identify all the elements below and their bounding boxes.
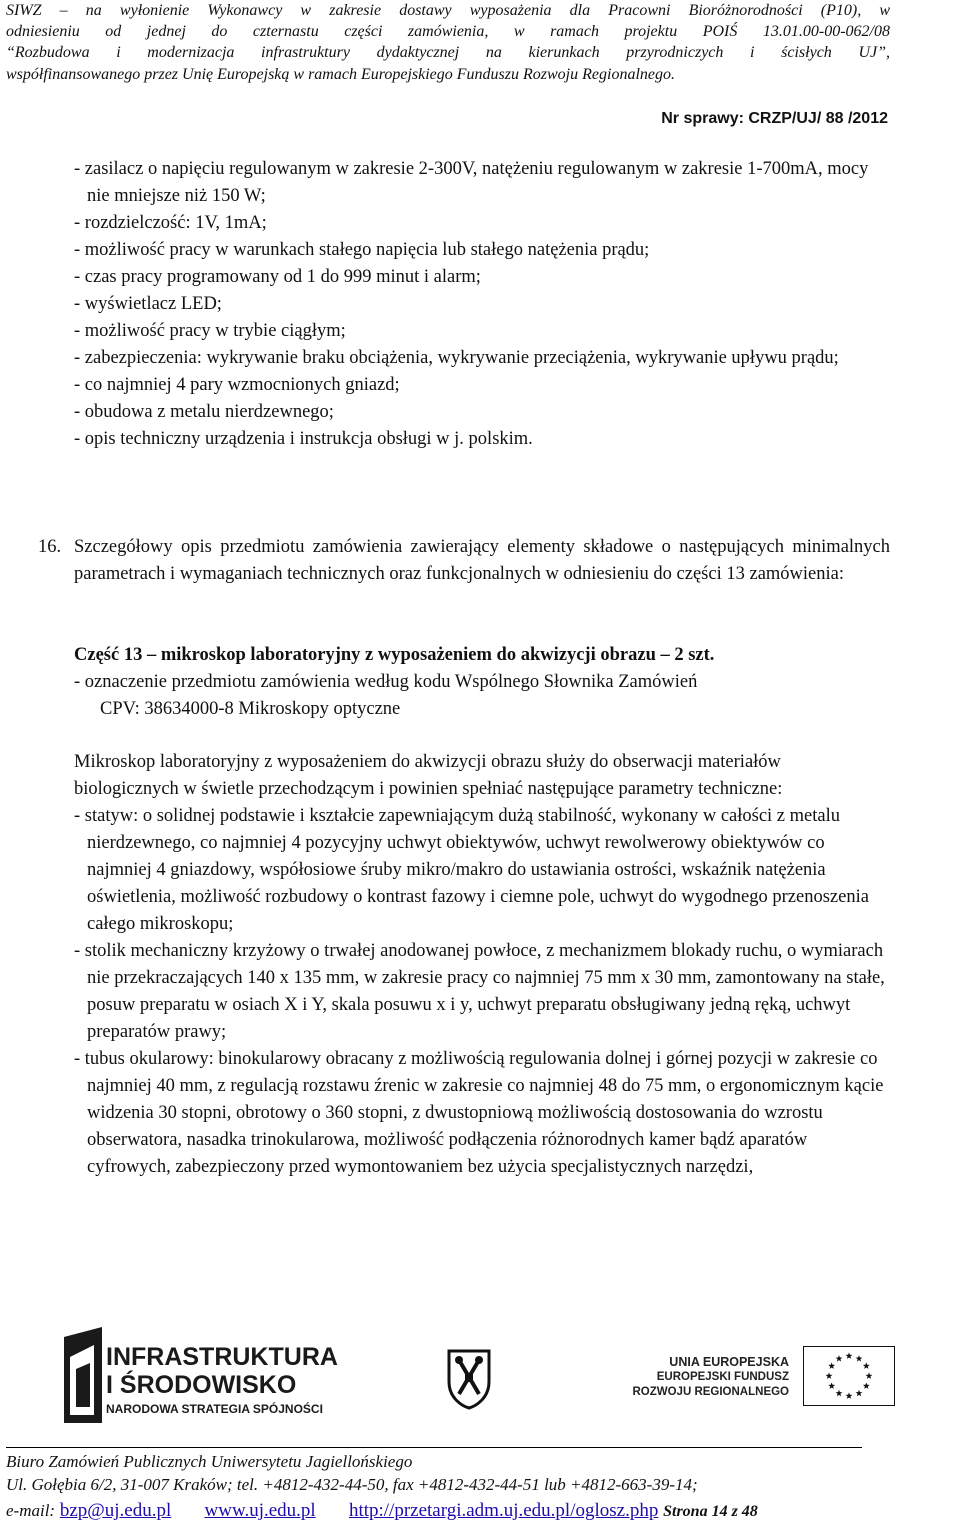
eu-logo-line-1: UNIA EUROPEJSKA: [669, 1355, 789, 1369]
case-number: Nr sprawy: CRZP/UJ/ 88 /2012: [661, 110, 888, 127]
email-label: e-mail:: [6, 1501, 56, 1520]
list-item: - co najmniej 4 pary wzmocnionych gniazd;: [74, 375, 400, 395]
header-line-3: “Rozbudowa i modernizacja infrastruktury dydaktycznej na kierunkach przyrodniczych i ścisłych UJ”,: [6, 44, 890, 61]
page-number: Strona 14 z 48: [663, 1503, 758, 1520]
cpv-line-1: - oznaczenie przedmiotu zamówienia według kodu Wspólnego Słownika Zamówień: [74, 672, 698, 692]
part-title: Część 13 – mikroskop laboratoryjny z wyposażeniem do akwizycji obrazu – 2 szt.: [74, 645, 715, 665]
eu-logo-text: [619, 1355, 789, 1400]
cpv-code: [74, 669, 890, 723]
list-item: - możliwość pracy w trybie ciągłym;: [74, 321, 346, 341]
list-item: - obudowa z metalu nierdzewnego;: [74, 402, 334, 422]
eu-logo-line-2: EUROPEJSKI FUNDUSZ: [656, 1371, 789, 1383]
list-item: - czas pracy programowany od 1 do 999 minut i alarm;: [74, 267, 481, 287]
list-item: - wyświetlacz LED;: [74, 294, 222, 314]
eu-flag-icon: [803, 1346, 895, 1406]
list-item: - tubus okularowy: binokularowy obracany z możliwością regulowania dolnej i górnej pozycji w zakresie co najmniej 40 mm, z regulacją rozstawu źrenic w zakresie co najmniej 48 do 75 mm, o ergonomicznym kącie widzenia 30 stopni, obrotowy o 360 stopni, z dwustopniową możliwością dostosowania do wzrostu obserwatora, nasadka trinokularowa, możliwość podłączenia różnorodnych kamer bądź aparatów cyfrowych, zabezpieczony przed wymontowaniem bez użycia specjalistycznych narzędzi,: [74, 1049, 884, 1177]
footer-office: Biuro Zamówień Publicznych Uniwersytetu Jagiellońskiego: [6, 1452, 413, 1471]
list-item: - stolik mechaniczny krzyżowy o trwałej anodowanej powłoce, z mechanizmem blokady ruchu, o wymiarach nie przekraczających 140 x 135 mm, w zakresie pracy co najmniej 75 mm x 30 mm, zamontowany na stałe, posuw preparatu w osiach X i Y, skala posuwu x i y, uchwyt preparatu obsługiwany jedną ręką, uchwyt preparatów prawy;: [74, 941, 885, 1042]
footer-divider: [6, 1447, 862, 1448]
logo-left-line-2: I ŚRODOWISKO: [106, 1371, 297, 1399]
list-item: - rozdzielczość: 1V, 1mA;: [74, 213, 267, 233]
university-crest-icon: [446, 1348, 492, 1410]
microscope-description: [74, 749, 890, 1181]
header-line-1: SIWZ – na wyłonienie Wykonawcy w zakresie dostawy wyposażenia dla Pracowni Bioróżnorodności (P10), w: [6, 2, 890, 19]
footer-address: Ul. Gołębia 6/2, 31-007 Kraków; tel. +4812-432-44-50, fax +4812-432-44-51 lub +4812-663-39-14;: [6, 1475, 698, 1494]
section-number: 16.: [38, 537, 62, 557]
description-intro: Mikroskop laboratoryjny z wyposażeniem do akwizycji obrazu służy do obserwacji materiałów biologicznych w świetle przechodzącym i powinien spełniać następujące parametry techniczne:: [74, 752, 783, 799]
footer-links: [6, 1500, 758, 1523]
section-16-text: Szczegółowy opis przedmiotu zamówienia zawierający elementy składowe o następujących minimalnych parametrach i wymaganiach technicznych oraz funkcjonalnych w odniesieniu do części 13 zamówienia:: [74, 537, 890, 584]
power-supply-spec-list: [74, 156, 894, 453]
list-item: - zasilacz o napięciu regulowanym w zakresie 2-300V, natężeniu regulowanym w zakresie 1-700mA, mocy nie mniejsze niż 150 W;: [74, 159, 869, 206]
tender-link[interactable]: http://przetargi.adm.uj.edu.pl/oglosz.php: [348, 1500, 659, 1521]
section-16: [38, 534, 890, 588]
website-link[interactable]: www.uj.edu.pl: [204, 1500, 316, 1521]
logo-left-line-3: NARODOWA STRATEGIA SPÓJNOŚCI: [106, 1402, 323, 1416]
list-item: - statyw: o solidnej podstawie i kształcie zapewniającym dużą stabilność, wykonany w całości z metalu nierdzewnego, co najmniej 4 pozycyjny uchwyt obiektywów, uchwyt rewolwerowy obiektywów co najmniej 4 gniazdowy, współosiowe śruby mikro/makro do ustawiania ostrości, wskaźnik natężenia oświetlenia, możliwość rozbudowy o kontrast fazowy i ciemne pole, uchwyt do wygodnego przenoszenia całego mikroskopu;: [74, 806, 869, 934]
list-item: - zabezpieczenia: wykrywanie braku obciążenia, wykrywanie przeciążenia, wykrywanie upływu prądu;: [74, 348, 839, 368]
header-line-2: odniesieniu od jednej do czternastu części zamówienia, w ramach projektu POIŚ 13.01.00-00-062/08: [6, 23, 890, 40]
list-item: - opis techniczny urządzenia i instrukcja obsługi w j. polskim.: [74, 429, 533, 449]
logo-left-line-1: INFRASTRUKTURA: [106, 1343, 338, 1371]
cpv-line-2: CPV: 38634000-8 Mikroskopy optyczne: [100, 699, 401, 719]
email-link[interactable]: bzp@uj.edu.pl: [59, 1500, 172, 1521]
header-line-4: współfinansowanego przez Unię Europejską w ramach Europejskiego Funduszu Rozwoju Regionalnego.: [6, 66, 675, 83]
infrastruktura-srodowisko-logo: [64, 1327, 360, 1427]
list-item: - możliwość pracy w warunkach stałego napięcia lub stałego natężenia prądu;: [74, 240, 650, 260]
eu-logo-line-3: ROZWOJU REGIONALNEGO: [632, 1386, 789, 1398]
